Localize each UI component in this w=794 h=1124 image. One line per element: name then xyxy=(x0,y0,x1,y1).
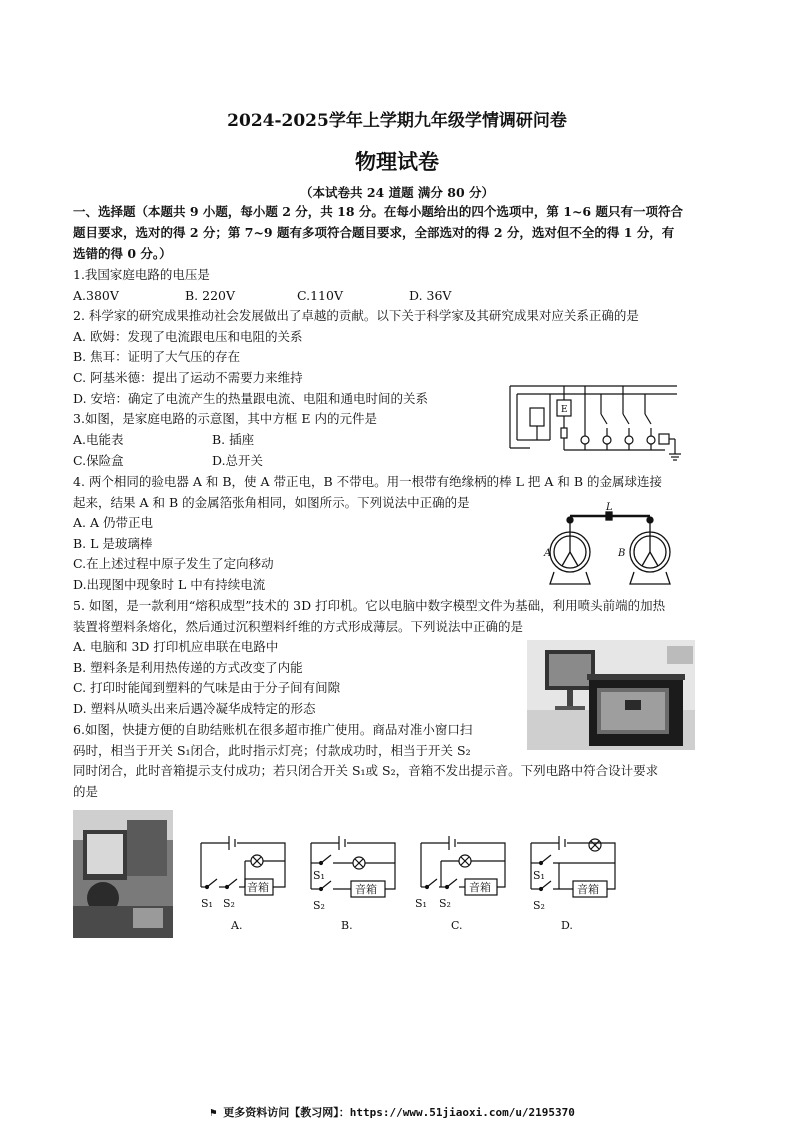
speaker-c-label: 音箱 xyxy=(469,881,491,894)
exam-subject: 物理试卷 xyxy=(355,149,439,174)
q2-option-d: D. 安培：确定了电流产生的热量跟电流、电阻和通电时间的关系 xyxy=(73,391,429,406)
q2-option-b: B. 焦耳：证明了大气压的存在 xyxy=(73,349,241,364)
lamp-1 xyxy=(581,436,589,444)
socket xyxy=(659,434,669,444)
circuit-a xyxy=(201,836,285,932)
s1-label-b: S₁ xyxy=(313,869,325,882)
q6-stem-4: 的是 xyxy=(73,784,99,799)
q6-stem-2: 码时，相当于开关 S₁闭合，此时指示灯亮；付款成功时，相当于开关 S₂ xyxy=(73,743,471,758)
electroscope-b-ball xyxy=(647,517,653,523)
footer-text: 更多资料访问【教习网】：https://www.51jiaoxi.com/u/2195370 xyxy=(223,1106,575,1119)
circuit-b xyxy=(311,836,395,932)
q3-stem: 3.如图，是家庭电路的示意图，其中方框 E 内的元件是 xyxy=(73,411,377,426)
electroscope-a-label: A xyxy=(544,548,552,559)
electroscope-b-label: B xyxy=(618,548,626,559)
q4-option-b: B. L 是玻璃棒 xyxy=(73,536,153,551)
option-b-label: B. xyxy=(341,919,353,932)
exam-note: （本试卷共 24 道题 满分 80 分） xyxy=(299,185,495,200)
q2-option-a: A. 欧姆：发现了电流跟电压和电阻的关系 xyxy=(73,329,303,344)
lamp-4 xyxy=(647,436,655,444)
s2-label-b: S₂ xyxy=(313,899,325,912)
self-checkout-photo xyxy=(73,810,173,938)
q2-option-c: C. 阿基米德：提出了运动不需要力来维持 xyxy=(73,370,303,385)
q3-option-b: B. 插座 xyxy=(212,432,255,447)
q1-option-c: C.110V xyxy=(297,288,343,303)
q2-stem: 2. 科学家的研究成果推动社会发展做出了卓越的贡献。以下关于科学家及其研究成果对应关系正确的是 xyxy=(73,308,639,323)
electroscope-a-ball xyxy=(567,517,573,523)
q6-stem-3: 同时闭合，此时音箱提示支付成功；若只闭合开关 S₁或 S₂，音箱不发出提示音。下列电路中符合设计要求 xyxy=(73,763,659,778)
rod-label: L xyxy=(606,502,613,513)
q6-stem-1: 6.如图，快捷方便的自助结账机在很多超市推广使用。商品对准小窗口扫 xyxy=(73,722,473,737)
q3-option-c: C.保险盒 xyxy=(73,453,124,468)
q1-stem: 1.我国家庭电路的电压是 xyxy=(73,267,210,282)
speaker-b-label: 音箱 xyxy=(355,883,377,896)
q4-option-d: D.出现图中现象时 L 中有持续电流 xyxy=(73,577,266,592)
s2-label-a: S₂ xyxy=(223,897,235,910)
lamp-2 xyxy=(603,436,611,444)
q4-option-c: C.在上述过程中原子发生了定向移动 xyxy=(73,556,274,571)
q4-stem-1: 4. 两个相同的验电器 A 和 B，使 A 带正电，B 不带电。用一根带有绝缘柄的棒 L 把 A 和 B 的金属球连接 xyxy=(73,474,663,489)
q3-option-d: D.总开关 xyxy=(212,453,264,468)
household-circuit-figure xyxy=(505,380,685,470)
circuit-c xyxy=(415,836,505,932)
lamp-3 xyxy=(625,436,633,444)
q1-option-b: B. 220V xyxy=(185,288,236,303)
meter-box xyxy=(530,408,544,426)
speaker-a-label: 音箱 xyxy=(247,881,269,894)
3d-printer-photo xyxy=(527,640,695,750)
section1-line2: 题目要求，选对的得 2 分；第 7~9 题有多项符合题目要求，全部选对的得 2 分，选对但不全的得 1 分，有 xyxy=(73,225,675,240)
option-c-label: C. xyxy=(451,919,463,932)
rod-handle xyxy=(606,512,612,520)
electroscopes-figure xyxy=(540,500,680,588)
section1-line1: 一、选择题（本题共 9 小题，每小题 2 分，共 18 分。在每小题给出的四个选项中，第 1~6 题只有一项符合 xyxy=(73,204,683,219)
q1-option-a: A.380V xyxy=(73,288,119,303)
q3-option-a: A.电能表 xyxy=(73,432,124,447)
q5-option-c: C. 打印时能闻到塑料的气味是由于分子间有间隙 xyxy=(73,680,341,695)
option-d-label: D. xyxy=(561,919,573,932)
q5-stem-2: 装置将塑料条熔化，然后通过沉积塑料纤维的方式形成薄层。下列说法中正确的是 xyxy=(73,619,524,634)
circuit-d xyxy=(531,836,615,932)
q5-option-d: D. 塑料从喷头出来后遇冷凝华成特定的形态 xyxy=(73,701,316,716)
q5-option-a: A. 电脑和 3D 打印机应串联在电路中 xyxy=(73,639,279,654)
exam-title: 2024-2025学年上学期九年级学情调研问卷 xyxy=(227,111,567,131)
flag-icon: ⚑ xyxy=(210,1106,224,1119)
footer-link[interactable] xyxy=(210,1104,575,1120)
s2-label-d: S₂ xyxy=(533,899,545,912)
q4-option-a: A. A 仍带正电 xyxy=(73,515,153,530)
s1-label-c: S₁ xyxy=(415,897,427,910)
s1-label-d: S₁ xyxy=(533,869,545,882)
s2-label-c: S₂ xyxy=(439,897,451,910)
fuse xyxy=(561,428,567,438)
section1-line3: 选错的得 0 分。） xyxy=(73,246,172,261)
q4-stem-2: 起来，结果 A 和 B 的金属箔张角相同，如图所示。下列说法中正确的是 xyxy=(73,495,470,510)
option-a-label: A. xyxy=(231,919,243,932)
speaker-d-label: 音箱 xyxy=(577,883,599,896)
component-box-e-label: E xyxy=(561,405,568,415)
q6-circuit-options xyxy=(185,825,625,935)
s1-label-a: S₁ xyxy=(201,897,213,910)
q5-stem-1: 5. 如图，是一款利用“熔积成型”技术的 3D 打印机。它以电脑中数字模型文件为基础，利用喷头前端的加热 xyxy=(73,598,666,613)
q5-option-b: B. 塑料条是利用热传递的方式改变了内能 xyxy=(73,660,303,675)
q1-option-d: D. 36V xyxy=(409,288,452,303)
